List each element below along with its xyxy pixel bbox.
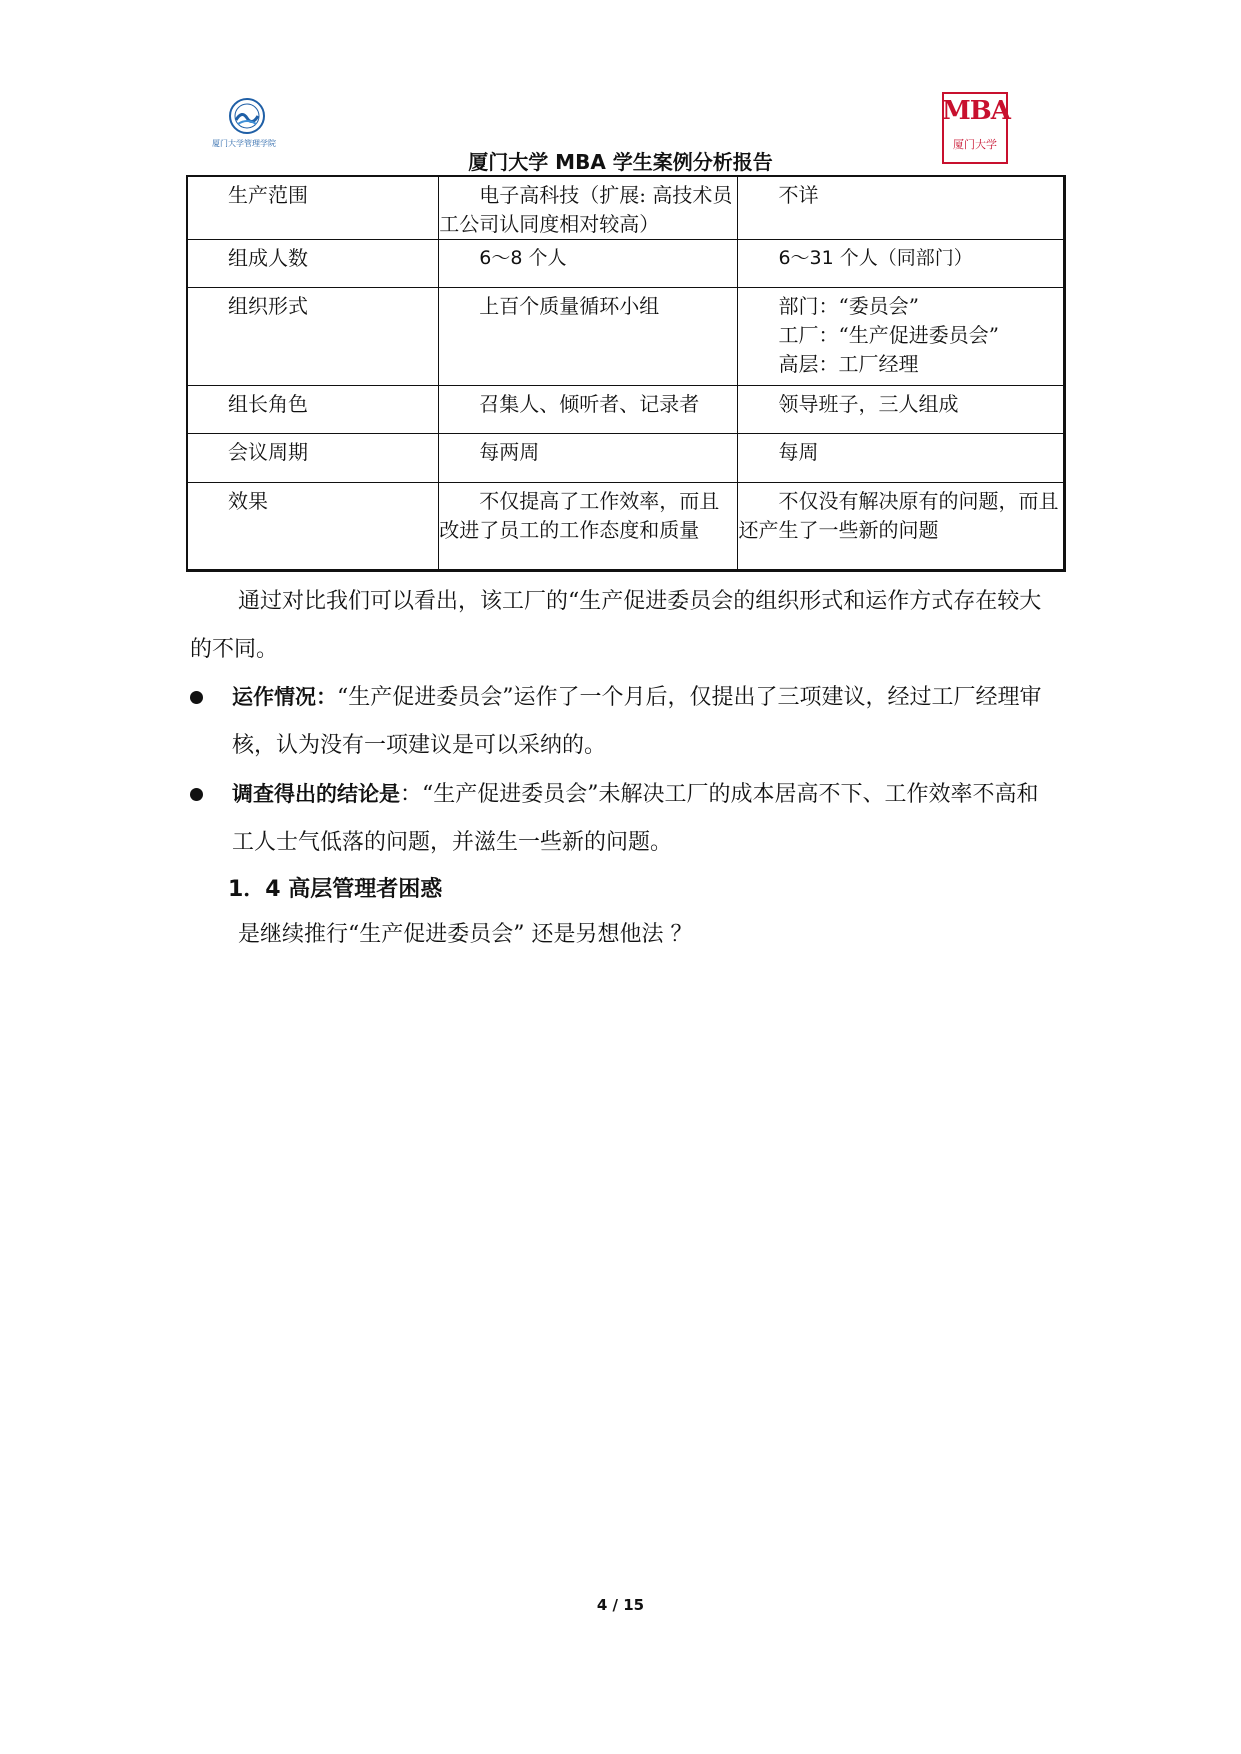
cell-text: 不仅提高了工作效率，而且改进了员工的工作态度和质量 (439, 489, 720, 542)
table-row (187, 240, 1065, 288)
question-text: 是继续推行“生产促进委员会” 还是另想他法 ？ (238, 922, 693, 947)
row-label: 效果 (187, 483, 439, 571)
cell-text: 每两周 (479, 440, 540, 464)
table-cell (439, 288, 738, 386)
table-cell (439, 386, 738, 434)
table-cell (738, 176, 1065, 240)
bullet-text: “生产促进委员会”运作了一个月后，仅提出了三项建议，经过工厂经理审核，认为没有一项建议是可以采纳的。 (232, 685, 1042, 758)
section-heading: 1．4 高层管理者困惑 (228, 877, 443, 902)
bullet-content (232, 770, 1056, 867)
table-cell (738, 240, 1065, 288)
bullet-content (232, 673, 1056, 770)
page-number: 4 / 15 (596, 1596, 645, 1614)
list-item (186, 770, 1056, 867)
table-row (187, 176, 1065, 240)
cell-text: 6～31 个人（同部门） (778, 247, 973, 269)
cell-text: 部门：“委员会” (778, 294, 919, 318)
mba-logo-sub: 厦门大学 (953, 138, 997, 151)
row-label: 会议周期 (187, 434, 439, 483)
cell-text: 上百个质量循环小组 (479, 294, 660, 318)
table-cell (439, 240, 738, 288)
row-label: 生产范围 (187, 176, 439, 240)
comparison-paragraph: 通过对比我们可以看出，该工厂的“生产促进委员会的组织形式和运作方式存在较大的不同。 (190, 589, 1042, 662)
cell-text: 领导班子，三人组成 (778, 392, 959, 416)
table-cell (439, 176, 738, 240)
cell-text: 工厂：“生产促进委员会” (778, 323, 999, 347)
table-cell (439, 483, 738, 571)
report-title: 厦门大学 MBA 学生案例分析报告 (468, 150, 773, 174)
row-label: 组织形式 (187, 288, 439, 386)
cell-text: 电子高科技（扩展: 高技术员工公司认同度相对较高） (439, 183, 733, 236)
cell-text: 每周 (778, 440, 819, 464)
comparison-table (186, 175, 1066, 572)
table-cell (738, 288, 1065, 386)
cell-text: 高层：工厂经理 (778, 352, 919, 376)
row-label: 组长角色 (187, 386, 439, 434)
bullet-label: 运作情况： (232, 685, 337, 709)
table-row (187, 386, 1065, 434)
table-cell (738, 434, 1065, 483)
table-row (187, 434, 1065, 483)
table-cell (738, 483, 1065, 571)
list-item (186, 673, 1056, 770)
school-logo-text: 厦门大学管理学院 (212, 139, 276, 148)
table-cell (439, 434, 738, 483)
cell-text: 6～8 个人 (479, 247, 567, 269)
cell-text: 不仅没有解决原有的问题，而且还产生了一些新的问题 (738, 489, 1059, 542)
cell-text: 不详 (778, 183, 819, 207)
row-label: 组成人数 (187, 240, 439, 288)
bullet-icon (190, 788, 203, 801)
bullet-icon (190, 691, 203, 704)
table-cell (738, 386, 1065, 434)
bullet-text: ：“生产促进委员会”未解决工厂的成本居高不下、工作效率不高和工人士气低落的问题，并滋生一些新的问题。 (232, 782, 1039, 855)
mba-logo-text: MBA (942, 96, 1010, 126)
table-row (187, 483, 1065, 571)
cell-text: 召集人、倾听者、记录者 (479, 392, 700, 416)
bullet-label: 调查得出的结论是 (232, 782, 400, 806)
table-row (187, 288, 1065, 386)
